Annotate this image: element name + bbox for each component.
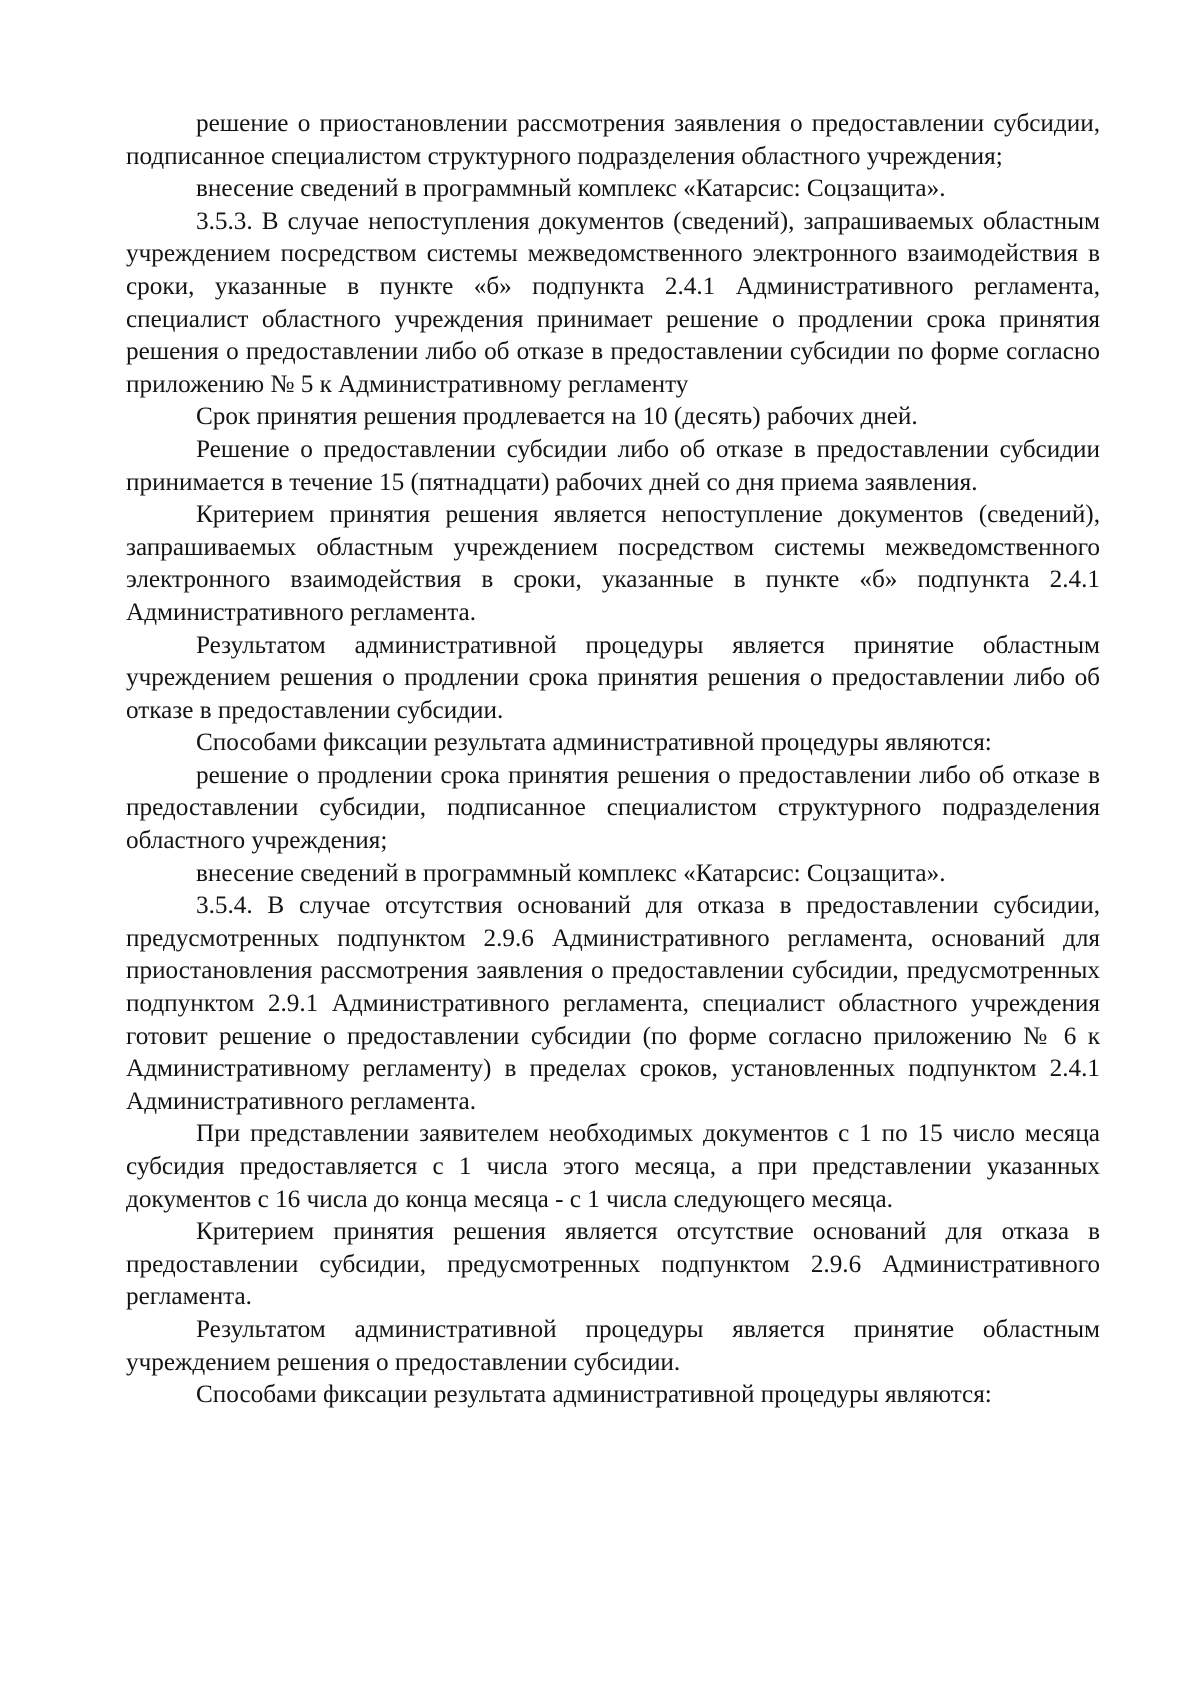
paragraph-katarsis-entry-2: внесение сведений в программный комплекс «Катарсис: Соцзащита».: [196, 859, 946, 887]
paragraph-suspension-decision: решение о приостановлении рассмотрения заявления о предоставлении субсидии, подписанное специалистом структурного подразделения областного учреждения;: [126, 110, 1100, 170]
document-page: [126, 108, 1100, 1412]
paragraph-result-granting: Результатом административной процедуры является принятие областным учреждением решения о предоставлении субсидии.: [126, 1315, 1100, 1376]
paragraph-fixation-methods-2: Способами фиксации результата административной процедуры являются:: [196, 1381, 992, 1409]
paragraph-result-extension: Результатом административной процедуры является принятие областным учреждением решения о продлении срока принятия решения о предоставлении либо об отказе в предоставлении субсидии.: [126, 631, 1100, 724]
paragraph-subsidy-start-date: При представлении заявителем необходимых документов с 1 по 15 число месяца субсидия предоставляется с 1 числа этого месяца, а при представлении указанных документов с 16 числа до конца месяца - с 1 числа следующего месяца.: [126, 1120, 1100, 1213]
paragraph-3-5-4: 3.5.4. В случае отсутствия оснований для отказа в предоставлении субсидии, предусмотренных подпунктом 2.9.6 Административного регламента, оснований для приостановления рассмотрения заявления о предоставлении субсидии, предусмотренных подпунктом 2.9.1 Административного регламента, специалист областного учреждения готовит решение о предоставлении субсидии (по форме согласно приложению № 6 к Административному регламенту) в пределах сроков, установленных подпунктом 2.4.1 Административного регламента.: [126, 892, 1100, 1115]
paragraph-term-extension: Срок принятия решения продлевается на 10 (десять) рабочих дней.: [196, 403, 918, 431]
paragraph-katarsis-entry: внесение сведений в программный комплекс «Катарсис: Соцзащита».: [196, 175, 946, 203]
paragraph-3-5-3: 3.5.3. В случае непоступления документов (сведений), запрашиваемых областным учреждением посредством системы межведомственного электронного взаимодействия в сроки, указанные в пункте «б» подпункта 2.4.1 Административного регламента, специалист областного учреждения принимает решение о продлении срока принятия решения о предоставлении либо об отказе в предоставлении субсидии по форме согласно приложению № 5 к Административному регламенту: [126, 207, 1100, 398]
paragraph-fixation-methods: Способами фиксации результата административной процедуры являются:: [196, 729, 992, 757]
paragraph-extension-decision: решение о продлении срока принятия решения о предоставлении либо об отказе в предоставлении субсидии, подписанное специалистом структурного подразделения областного учреждения;: [126, 761, 1100, 855]
paragraph-criterion-non-receipt: Критерием принятия решения является непоступление документов (сведений), запрашиваемых областным учреждением посредством системы межведомственного электронного взаимодействия в сроки, указанные в пункте «б» подпункта 2.4.1 Административного регламента.: [126, 501, 1100, 626]
paragraph-criterion-no-grounds: Критерием принятия решения является отсутствие оснований для отказа в предоставлении субсидии, предусмотренных подпунктом 2.9.6 Административного регламента.: [126, 1218, 1100, 1311]
paragraph-decision-deadline: Решение о предоставлении субсидии либо об отказе в предоставлении субсидии принимается в течение 15 (пятнадцати) рабочих дней со дня приема заявления.: [126, 435, 1100, 496]
